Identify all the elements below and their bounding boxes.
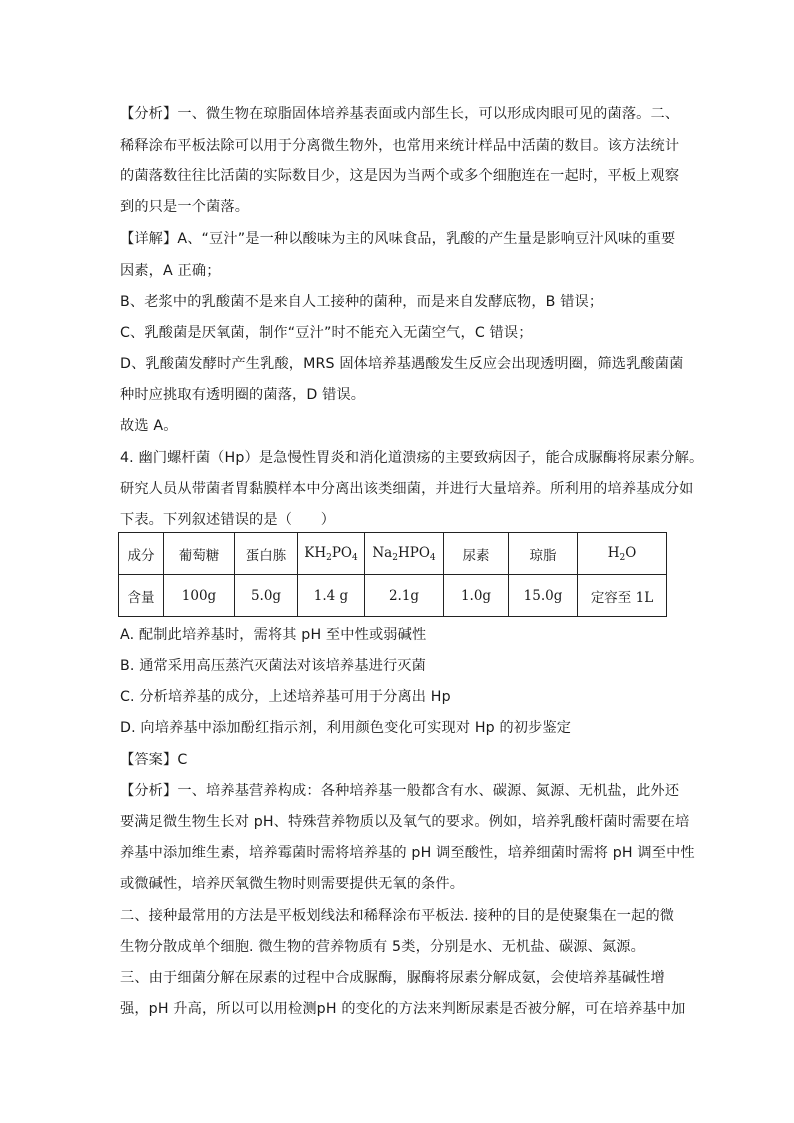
answer-tag: 【答案】 xyxy=(120,752,178,768)
formula-part: KH xyxy=(304,544,327,561)
detail-choice: 故选 A。 xyxy=(120,418,178,434)
medium-composition-table xyxy=(118,532,667,617)
formula-part: PO xyxy=(331,544,352,561)
table-cell: 100g xyxy=(164,575,235,617)
analysis-paragraph-line xyxy=(120,781,679,801)
analysis-paragraph-line: 要满足微生物生长对 pH、特殊营养物质以及氧气的要求。例如，培养乳酸杆菌时需要在培 xyxy=(120,814,690,830)
table-row xyxy=(119,575,667,617)
formula-part: Na xyxy=(372,544,393,561)
detail-paragraph-line: D、乳酸菌发酵时产生乳酸，MRS 固体培养基遇酸发生反应会出现透明圈，筛选乳酸菌菌 xyxy=(120,356,684,372)
table-cell xyxy=(578,533,667,575)
table-cell: 琼脂 xyxy=(509,533,578,575)
formula-subscript: 4 xyxy=(352,552,358,563)
option-a: A. 配制此培养基时，需将其 pH 至中性或弱碱性 xyxy=(120,627,427,643)
table-cell: 1.0g xyxy=(444,575,509,617)
analysis-paragraph-line: 的菌落数往往比活菌的实际数目少，这是因为当两个或多个细胞连在一起时，平板上观察 xyxy=(120,168,680,184)
table-cell: 含量 xyxy=(119,575,164,617)
analysis-tag: 【分析】 xyxy=(120,106,178,122)
formula-part: O xyxy=(625,544,637,561)
detail-paragraph-line xyxy=(120,229,675,249)
analysis-paragraph-line: 到的只是一个菌落。 xyxy=(120,199,250,215)
table-cell: 5.0g xyxy=(235,575,298,617)
analysis-paragraph-line: 强，pH 升高，所以可以用检测pH 的变化的方法来判断尿素是否被分解，可在培养基中加 xyxy=(120,1001,686,1017)
detail-paragraph-line: C、乳酸菌是厌氧菌，制作“豆汁”时不能充入无菌空气，C 错误； xyxy=(120,325,533,341)
option-b: B. 通常采用高压蒸汽灭菌法对该培养基进行灭菌 xyxy=(120,658,426,674)
table-cell xyxy=(298,533,365,575)
detail-paragraph-line: 因素，A 正确； xyxy=(120,263,221,279)
analysis-paragraph-line: 生物分散成单个细胞. 微生物的营养物质有 5类，分别是水、无机盐、碳源、氮源。 xyxy=(120,939,645,955)
table-cell: 定容至 1L xyxy=(578,575,667,617)
detail-paragraph-line: B、老浆中的乳酸菌不是来自人工接种的菌种，而是来自发酵底物，B 错误； xyxy=(120,294,604,310)
analysis-tag: 【分析】 xyxy=(120,783,178,799)
detail-tag: 【详解】 xyxy=(120,231,178,247)
question-stem-line: 研究人员从带菌者胃黏膜样本中分离出该类细菌，并进行大量培养。所利用的培养基成分如 xyxy=(120,481,694,497)
answer-line xyxy=(120,750,187,770)
formula-part: H xyxy=(607,544,620,561)
question-stem-line: 下表。下列叙述错误的是（ ） xyxy=(120,512,336,528)
formula-subscript: 2 xyxy=(392,552,398,563)
analysis-paragraph-line: 二、接种最常用的方法是平板划线法和稀释涂布平板法. 接种的目的是使聚集在一起的微 xyxy=(120,908,675,924)
analysis-paragraph-line: 三、由于细菌分解在尿素的过程中合成脲酶，脲酶将尿素分解成氨，会使培养基碱性增 xyxy=(120,970,665,986)
option-d: D. 向培养基中添加酚红指示剂，利用颜色变化可实现对 Hp 的初步鉴定 xyxy=(120,720,572,736)
table-cell: 尿素 xyxy=(444,533,509,575)
formula-part: HPO xyxy=(397,544,430,561)
analysis-paragraph-line: 养基中添加维生素，培养霉菌时需将培养基的 pH 调至酸性，培养细菌时需将 pH 调至中性 xyxy=(120,845,695,861)
table-cell: 1.4 g xyxy=(298,575,365,617)
table-cell: 2.1g xyxy=(365,575,444,617)
table-cell: 成分 xyxy=(119,533,164,575)
detail-paragraph-line: 种时应挑取有透明圈的菌落，D 错误。 xyxy=(120,387,366,403)
option-c: C. 分析培养基的成分，上述培养基可用于分离出 Hp xyxy=(120,689,451,705)
analysis-paragraph-line xyxy=(120,104,679,124)
table-cell: 15.0g xyxy=(509,575,578,617)
table-row xyxy=(119,533,667,575)
answer-value: C xyxy=(177,752,188,768)
table-cell: 葡萄糖 xyxy=(164,533,235,575)
formula-subscript: 2 xyxy=(619,552,626,563)
formula-subscript: 4 xyxy=(429,552,436,563)
formula-subscript: 2 xyxy=(326,552,332,563)
analysis-text: 一、微生物在琼脂固体培养基表面或内部生长，可以形成肉眼可见的菌落。二、 xyxy=(177,106,680,122)
analysis-paragraph-line: 或微碱性，培养厌氧微生物时则需要提供无氧的条件。 xyxy=(120,876,465,892)
table-cell xyxy=(365,533,444,575)
question-stem-line: 4. 幽门螺杆菌（Hp）是急慢性胃炎和消化道溃疡的主要致病因子，能合成脲酶将尿素分解。 xyxy=(120,450,704,466)
analysis-paragraph-line: 稀释涂布平板法除可以用于分离微生物外，也常用来统计样品中活菌的数目。该方法统计 xyxy=(120,138,680,154)
detail-text: A、“豆汁”是一种以酸味为主的风味食品，乳酸的产生量是影响豆汁风味的重要 xyxy=(177,231,676,247)
analysis-text: 一、培养基营养构成：各种培养基一般都含有水、碳源、氮源、无机盐，此外还 xyxy=(177,783,680,799)
table-cell: 蛋白胨 xyxy=(235,533,298,575)
